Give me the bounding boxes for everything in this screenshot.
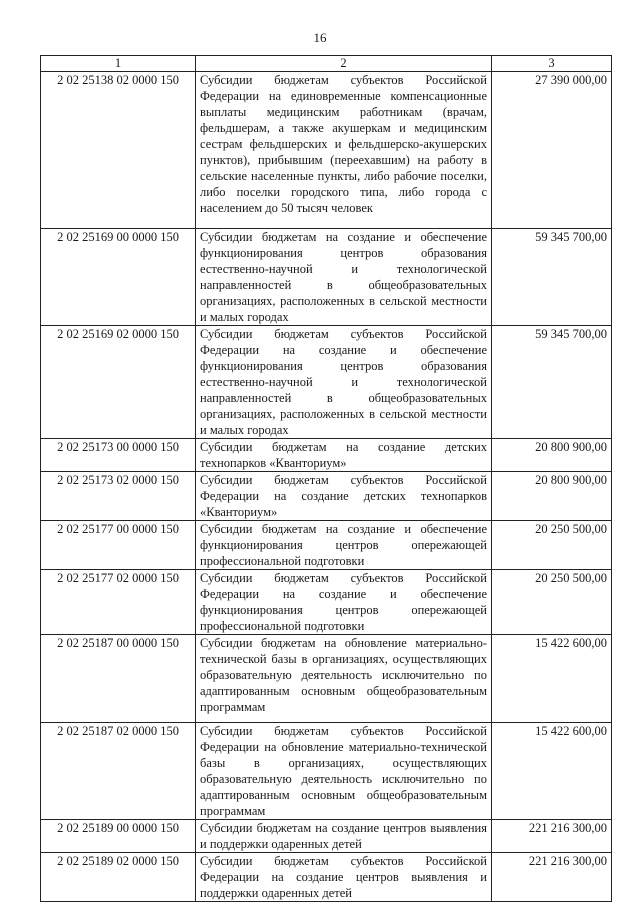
row-code: 2 02 25177 02 0000 150 (41, 570, 196, 635)
row-description: Субсидии бюджетам на создание детских технопарков «Кванториум» (196, 439, 492, 472)
page-number: 16 (313, 30, 327, 45)
table-row (41, 326, 612, 439)
table-row (41, 472, 612, 521)
row-amount: 59 345 700,00 (492, 326, 612, 439)
row-amount: 20 250 500,00 (492, 570, 612, 635)
row-description: Субсидии бюджетам субъектов Российской Федерации на создание и обеспечение функционирования центров опережающей профессиональной подготовки (196, 570, 492, 635)
table-row (41, 72, 612, 229)
column-header-description: 2 (196, 56, 492, 72)
row-code: 2 02 25189 02 0000 150 (41, 853, 196, 902)
row-amount: 20 250 500,00 (492, 521, 612, 570)
row-description: Субсидии бюджетам на создание и обеспечение функционирования центров образования естественно-научной и технологической направленностей в общеобразовательных организациях, расположенных в сельской местности и малых городах (196, 229, 492, 326)
row-amount: 15 422 600,00 (492, 635, 612, 723)
row-code: 2 02 25138 02 0000 150 (41, 72, 196, 229)
row-amount: 20 800 900,00 (492, 472, 612, 521)
table-row (41, 229, 612, 326)
column-header-amount: 3 (492, 56, 612, 72)
row-amount: 27 390 000,00 (492, 72, 612, 229)
row-code: 2 02 25189 00 0000 150 (41, 820, 196, 853)
row-description: Субсидии бюджетам субъектов Российской Федерации на создание центров выявления и поддержки одаренных детей (196, 853, 492, 902)
row-description: Субсидии бюджетам на создание центров выявления и поддержки одаренных детей (196, 820, 492, 853)
row-description: Субсидии бюджетам субъектов Российской Федерации на создание и обеспечение функционирования центров образования естественно-научной и технологической направленностей в общеобразовательных организациях, расположенных в сельской местности и малых городах (196, 326, 492, 439)
table-row (41, 439, 612, 472)
row-description: Субсидии бюджетам субъектов Российской Федерации на обновление материально-технической базы в организациях, осуществляющих образовательную деятельность исключительно по адаптированным основным общеобразовательным программам (196, 723, 492, 820)
column-header-code: 1 (41, 56, 196, 72)
row-code: 2 02 25169 00 0000 150 (41, 229, 196, 326)
row-amount: 59 345 700,00 (492, 229, 612, 326)
row-code: 2 02 25169 02 0000 150 (41, 326, 196, 439)
table-header-row (41, 56, 612, 72)
row-amount: 221 216 300,00 (492, 853, 612, 902)
table-row (41, 853, 612, 902)
table-row (41, 635, 612, 723)
row-code: 2 02 25177 00 0000 150 (41, 521, 196, 570)
table-row (41, 521, 612, 570)
row-code: 2 02 25187 02 0000 150 (41, 723, 196, 820)
row-description: Субсидии бюджетам на обновление материально-технической базы в организациях, осуществляющих образовательную деятельность исключительно по адаптированным основным общеобразовательным программам (196, 635, 492, 723)
row-description: Субсидии бюджетам субъектов Российской Федерации на единовременные компенсационные выплаты медицинским работникам (врачам, фельдшерам, а также акушеркам и медицинским сестрам фельдшерских и фельдшерско-акушерских пунктов), прибывшим (переехавшим) на работу в сельские населенные пункты, либо рабочие поселки, либо поселки городского типа, либо города с населением до 50 тысяч человек (196, 72, 492, 229)
table-row (41, 570, 612, 635)
budget-revenue-table (40, 55, 612, 902)
table-row (41, 723, 612, 820)
row-amount: 221 216 300,00 (492, 820, 612, 853)
row-description: Субсидии бюджетам на создание и обеспечение функционирования центров опережающей профессиональной подготовки (196, 521, 492, 570)
row-code: 2 02 25173 02 0000 150 (41, 472, 196, 521)
row-amount: 20 800 900,00 (492, 439, 612, 472)
row-amount: 15 422 600,00 (492, 723, 612, 820)
table-row (41, 820, 612, 853)
row-code: 2 02 25173 00 0000 150 (41, 439, 196, 472)
row-code: 2 02 25187 00 0000 150 (41, 635, 196, 723)
row-description: Субсидии бюджетам субъектов Российской Федерации на создание детских технопарков «Кванториум» (196, 472, 492, 521)
